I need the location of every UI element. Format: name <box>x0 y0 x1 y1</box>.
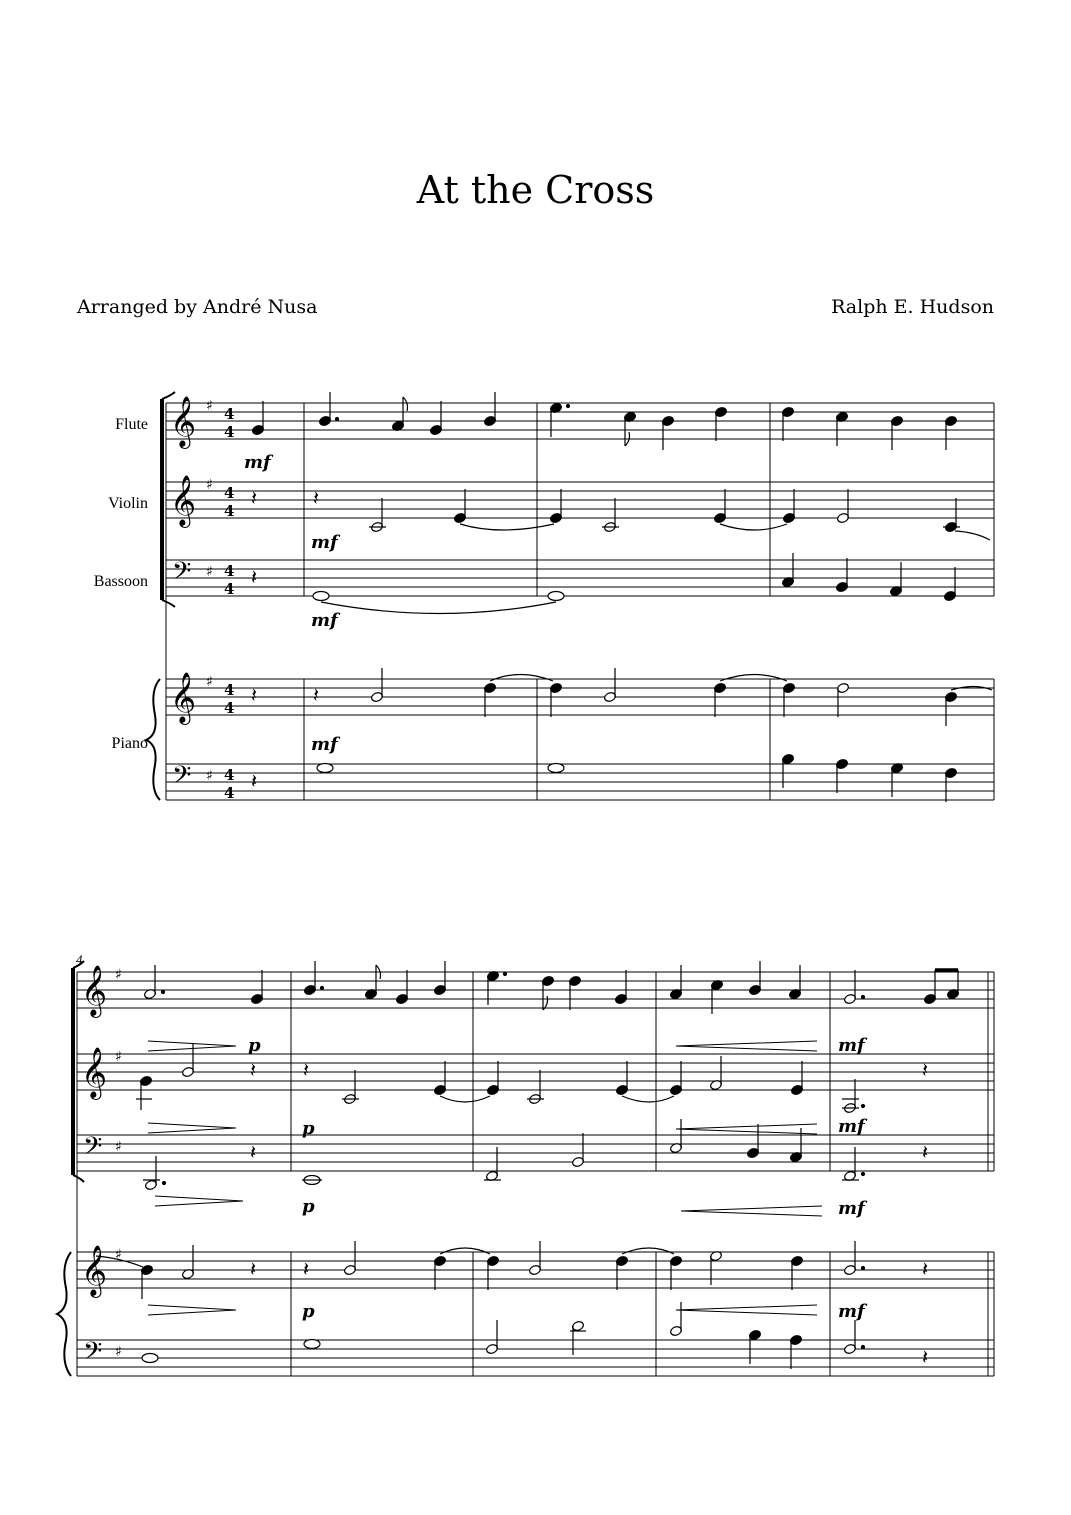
svg-text:𝄽: 𝄽 <box>303 1058 310 1082</box>
svg-text:♯: ♯ <box>206 398 213 414</box>
svg-text:♯: ♯ <box>206 564 213 580</box>
svg-text:4: 4 <box>224 562 235 580</box>
flute-staff-1 <box>166 403 994 439</box>
flute-label: Flute <box>115 416 148 433</box>
svg-text:𝄽: 𝄽 <box>250 1140 257 1164</box>
svg-text:𝄽: 𝄽 <box>251 769 258 793</box>
svg-text:𝄽: 𝄽 <box>250 1058 257 1082</box>
dynamic-mf: mf <box>838 1198 865 1219</box>
svg-text:𝄽: 𝄽 <box>313 486 320 510</box>
svg-text:𝄽: 𝄽 <box>922 1140 929 1164</box>
svg-text:𝄽: 𝄽 <box>922 1058 929 1082</box>
dynamic-mf: mf <box>311 734 338 755</box>
svg-text:♯: ♯ <box>115 967 122 983</box>
svg-text:4: 4 <box>224 484 235 502</box>
violin-label: Violin <box>108 495 148 512</box>
treble-clef-icon: 𝄞 <box>170 475 197 526</box>
svg-text:𝄽: 𝄽 <box>922 1345 929 1369</box>
svg-text:4: 4 <box>224 784 235 802</box>
svg-text:4: 4 <box>224 699 235 717</box>
score-title: At the Cross <box>416 168 655 212</box>
dynamic-mf: mf <box>311 610 338 631</box>
svg-text:𝄽: 𝄽 <box>922 1257 929 1281</box>
dynamic-p: p <box>302 1196 315 1217</box>
svg-text:4: 4 <box>224 423 235 441</box>
svg-text:♯: ♯ <box>115 1049 122 1065</box>
treble-clef-icon: 𝄞 <box>81 965 108 1016</box>
svg-text:♯: ♯ <box>115 1344 122 1360</box>
svg-text:4: 4 <box>224 502 235 520</box>
svg-text:♯: ♯ <box>115 1139 122 1155</box>
svg-text:4: 4 <box>224 681 235 699</box>
piano-lh-staff-2 <box>77 1340 994 1376</box>
dynamic-mf: mf <box>311 532 338 553</box>
svg-text:𝄽: 𝄽 <box>313 683 320 707</box>
svg-text:4: 4 <box>224 766 235 784</box>
bass-clef-icon: 𝄢 <box>172 557 192 592</box>
measure-number: 4 <box>76 952 83 967</box>
treble-clef-icon: 𝄞 <box>170 672 197 723</box>
dynamic-mf: mf <box>244 452 271 473</box>
dynamic-mf: mf <box>838 1301 865 1322</box>
svg-text:𝄽: 𝄽 <box>303 1257 310 1281</box>
notes-system-1 <box>251 392 992 802</box>
svg-text:𝄽: 𝄽 <box>251 565 258 589</box>
svg-text:♯: ♯ <box>206 768 213 784</box>
bass-clef-icon: 𝄢 <box>83 1132 103 1167</box>
time-signature <box>224 405 234 802</box>
svg-text:♯: ♯ <box>206 674 213 690</box>
piano-rh-staff-1 <box>166 679 994 715</box>
svg-text:𝄽: 𝄽 <box>251 683 258 707</box>
treble-clef-icon: 𝄞 <box>81 1245 108 1296</box>
flute-staff-2 <box>77 972 994 1008</box>
dynamic-p: p <box>302 1301 315 1322</box>
svg-text:♯: ♯ <box>115 1247 122 1263</box>
violin-staff-1 <box>166 482 994 518</box>
bassoon-staff-2 <box>77 1135 994 1171</box>
violin-staff-2 <box>77 1054 994 1090</box>
dynamic-p: p <box>248 1035 261 1056</box>
svg-text:♯: ♯ <box>206 477 213 493</box>
bass-clef-icon: 𝄢 <box>172 761 192 796</box>
dynamic-mf: mf <box>838 1116 865 1137</box>
arranger-credit: Arranged by André Nusa <box>77 296 318 318</box>
bass-clef-icon: 𝄢 <box>83 1337 103 1372</box>
svg-text:𝄽: 𝄽 <box>250 1257 257 1281</box>
treble-clef-icon: 𝄞 <box>170 396 197 447</box>
piano-label: Piano <box>111 735 148 752</box>
bassoon-staff-1 <box>166 560 994 596</box>
svg-text:4: 4 <box>224 405 235 423</box>
svg-text:4: 4 <box>224 580 235 598</box>
piano-lh-staff-1 <box>166 764 994 800</box>
svg-text:𝄽: 𝄽 <box>251 486 258 510</box>
treble-clef-icon: 𝄞 <box>81 1047 108 1098</box>
dynamic-p: p <box>302 1118 315 1139</box>
dynamic-mf: mf <box>838 1035 865 1056</box>
bassoon-label: Bassoon <box>93 573 148 590</box>
composer-credit: Ralph E. Hudson <box>831 296 994 318</box>
